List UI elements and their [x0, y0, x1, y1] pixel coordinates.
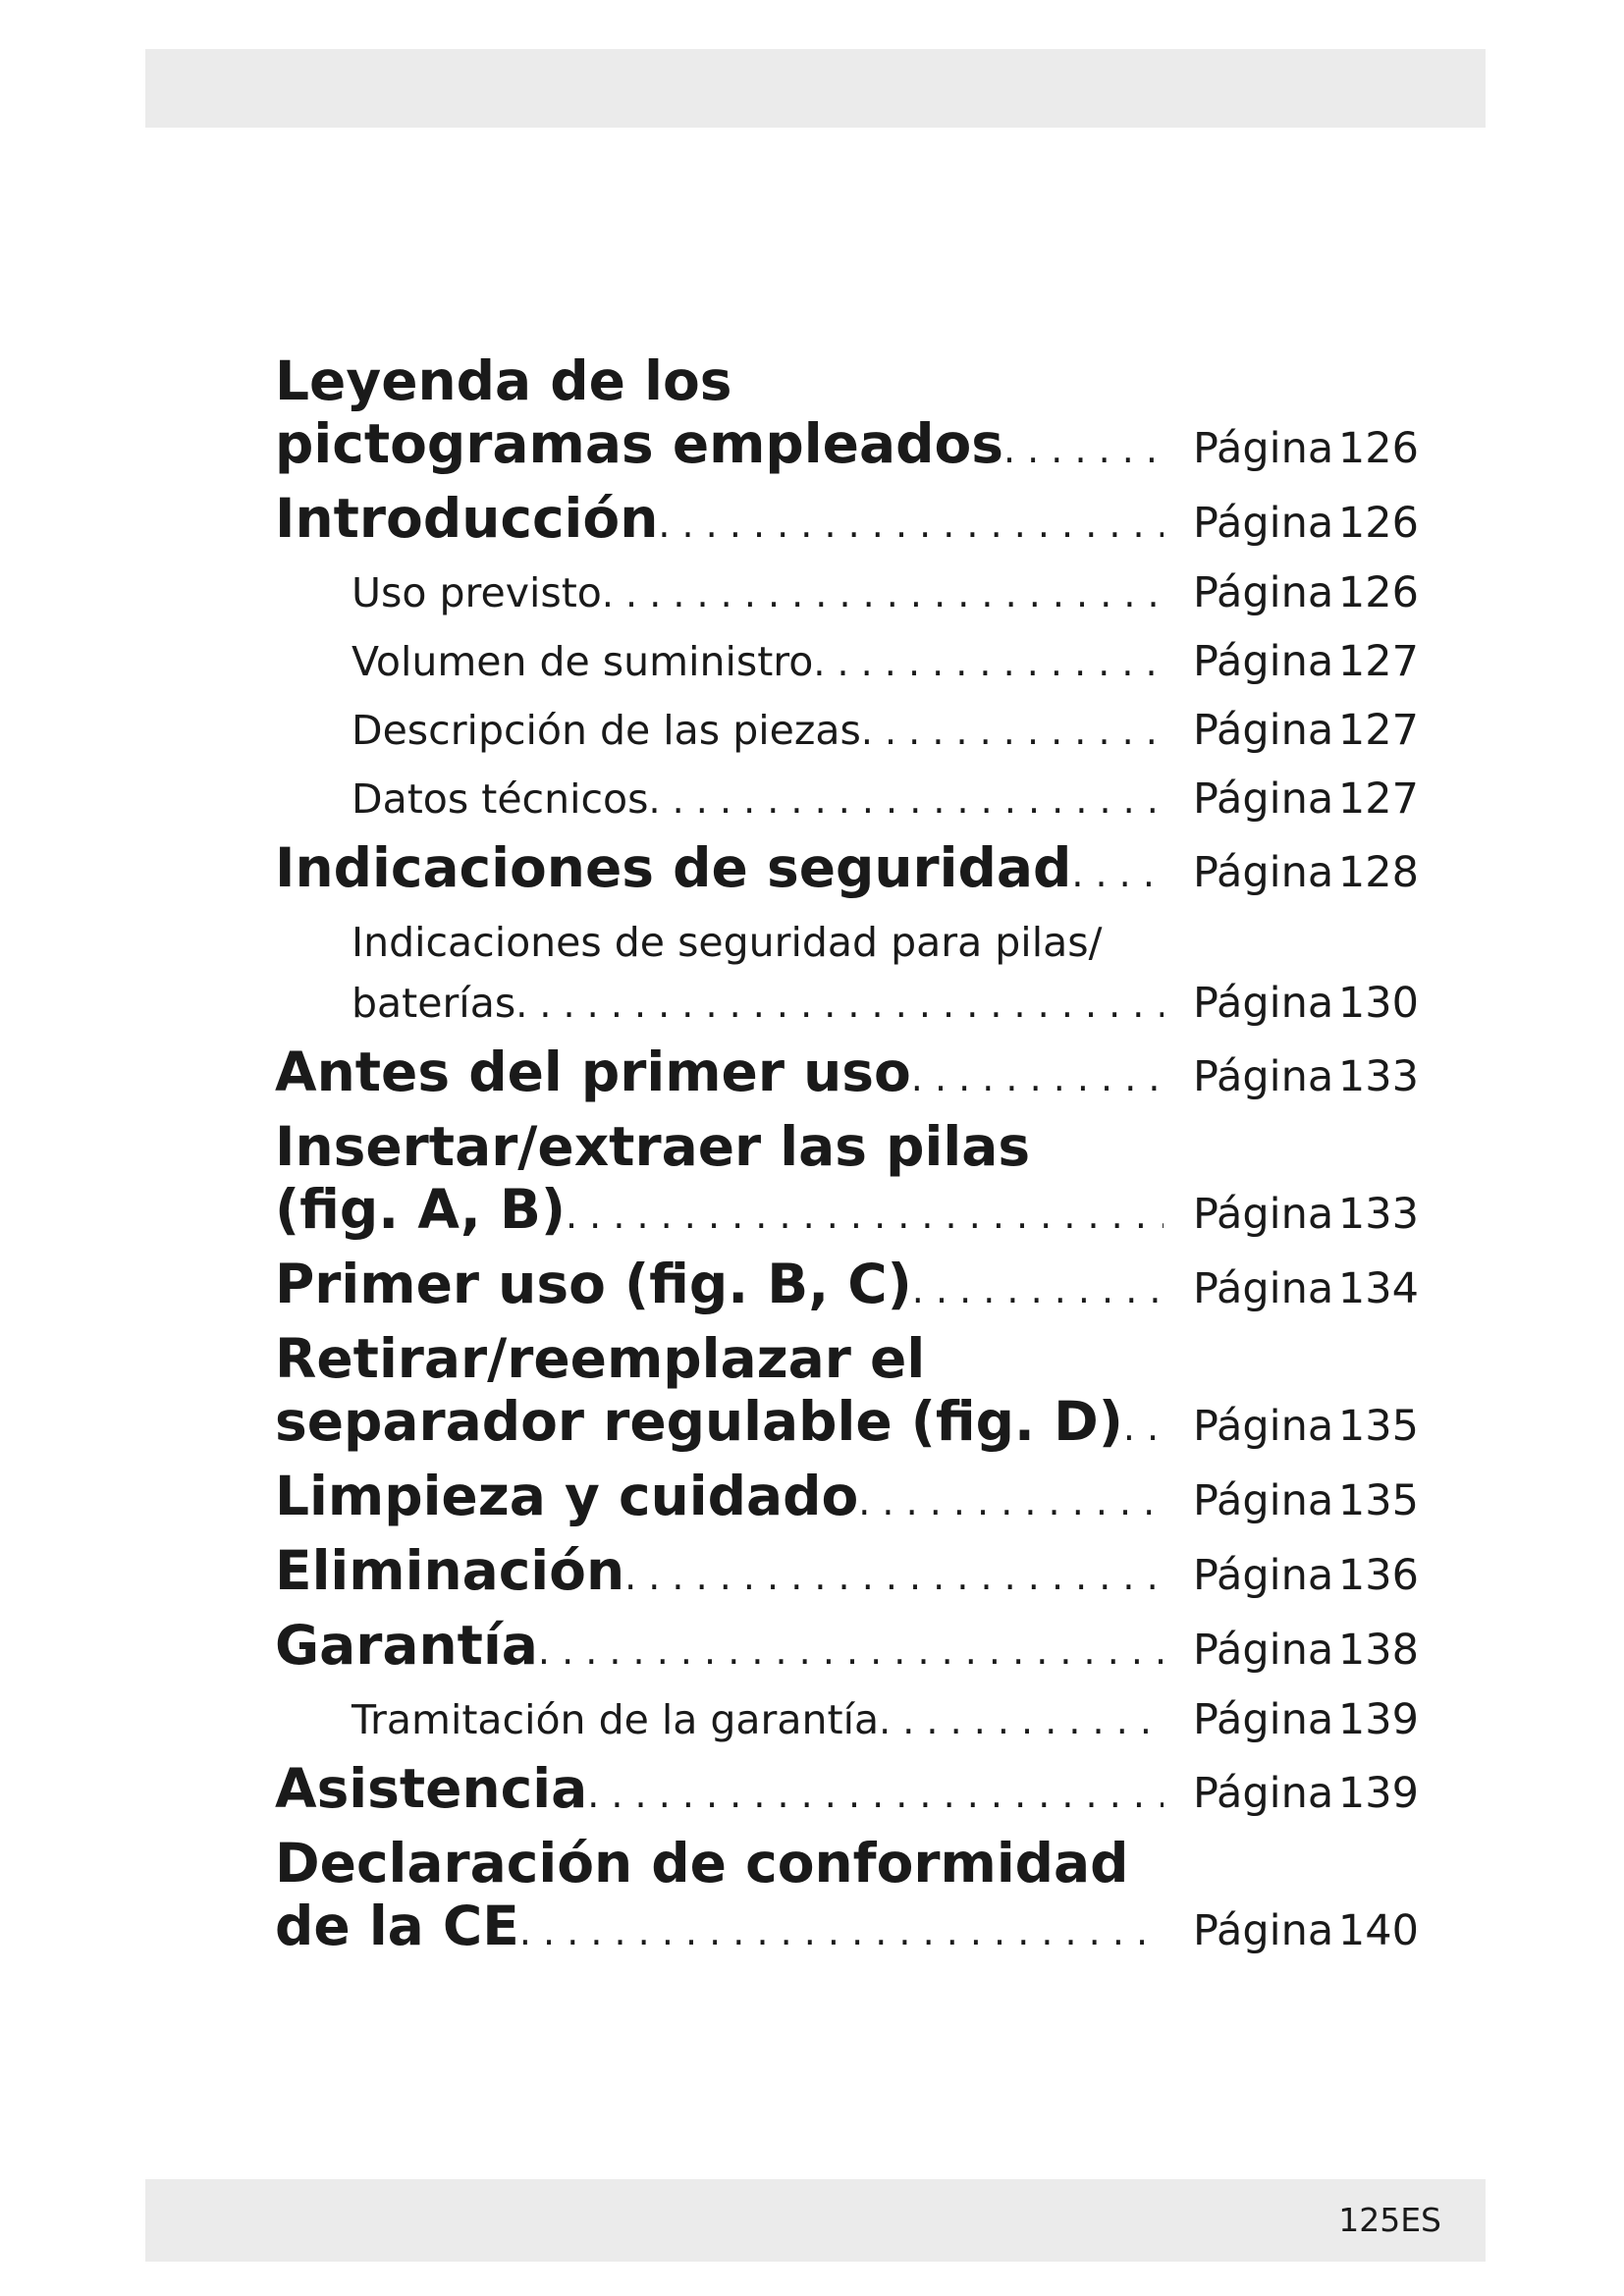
toc-entry-indicaciones-seguridad[interactable] — [275, 836, 1419, 905]
page-label: Página — [1193, 1551, 1334, 1600]
toc-entry-title: separador regulable (fig. D) — [275, 1390, 1123, 1453]
toc-entry-seguridad-pilas[interactable] — [275, 912, 1419, 1035]
dot-leader — [879, 1690, 1164, 1751]
dot-leader — [912, 1258, 1164, 1321]
dot-leader — [861, 701, 1164, 762]
page-number-ref: 133 — [1337, 1052, 1419, 1101]
page-label: Página — [1193, 1626, 1334, 1675]
toc-entry-title: Introducción — [275, 487, 659, 550]
dot-leader — [858, 1470, 1164, 1533]
page-number: 125ES — [1338, 2201, 1441, 2239]
toc-entry-title-line: Insertar/extraer las pilas — [275, 1115, 1031, 1178]
toc-entry-volumen[interactable] — [275, 631, 1419, 693]
page-label: Página — [1193, 1769, 1334, 1818]
page-label: Página — [1193, 1476, 1334, 1525]
toc-entry-title: Asistencia — [275, 1757, 588, 1820]
toc-entry-primer-uso[interactable] — [275, 1253, 1419, 1321]
toc-entry-introduccion[interactable] — [275, 487, 1419, 556]
toc-entry-title: (fig. A, B) — [275, 1178, 567, 1241]
header-bar — [145, 49, 1486, 128]
footer-bar — [145, 2179, 1486, 2262]
page-label: Página — [1193, 1264, 1334, 1313]
toc-entry-antes-primer-uso[interactable] — [275, 1041, 1419, 1109]
dot-leader — [648, 770, 1164, 830]
toc-entry-title: Eliminación — [275, 1539, 625, 1602]
toc-entry-title: Uso previsto — [352, 569, 602, 616]
toc-entry-title: Descripción de las piezas — [352, 707, 861, 754]
dot-leader — [1123, 1396, 1164, 1459]
toc-entry-title: baterías — [352, 980, 516, 1027]
page-number-ref: 138 — [1337, 1626, 1419, 1675]
toc-entry-title: Garantía — [275, 1614, 538, 1677]
toc-entry-insertar-pilas[interactable] — [275, 1115, 1419, 1247]
page-number-ref: 127 — [1337, 637, 1419, 686]
toc-entry-eliminacion[interactable] — [275, 1539, 1419, 1608]
dot-leader — [602, 563, 1164, 624]
toc-entry-title: Antes del primer uso — [275, 1041, 911, 1103]
dot-leader — [624, 1545, 1164, 1608]
page-number-ref: 130 — [1337, 979, 1419, 1028]
page-number-ref: 135 — [1337, 1402, 1419, 1451]
page-label: Página — [1193, 568, 1334, 617]
dot-leader — [1003, 418, 1164, 481]
toc-entry-title: de la CE — [275, 1895, 519, 1957]
page-label: Página — [1193, 774, 1334, 824]
toc-entry-title: Volumen de suministro — [352, 638, 814, 685]
toc-entry-title: pictogramas empleados — [275, 412, 1003, 475]
toc-entry-tramitacion[interactable] — [275, 1689, 1419, 1751]
page-number-ref: 134 — [1337, 1264, 1419, 1313]
toc-entry-limpieza[interactable] — [275, 1465, 1419, 1533]
toc-entry-asistencia[interactable] — [275, 1757, 1419, 1826]
page-number-ref: 127 — [1337, 774, 1419, 824]
toc-entry-datos-tecnicos[interactable] — [275, 769, 1419, 830]
table-of-contents — [275, 344, 1419, 1963]
page-number-ref: 126 — [1337, 424, 1419, 473]
page-number-ref: 135 — [1337, 1476, 1419, 1525]
page-label: Página — [1193, 499, 1334, 548]
page-label: Página — [1193, 1402, 1334, 1451]
toc-entry-descripcion[interactable] — [275, 700, 1419, 762]
page-number-ref: 136 — [1337, 1551, 1419, 1600]
page-label: Página — [1193, 706, 1334, 755]
dot-leader — [1071, 842, 1164, 905]
toc-entry-title-line: Retirar/reemplazar el — [275, 1327, 926, 1390]
dot-leader — [813, 632, 1164, 693]
toc-entry-retirar-separador[interactable] — [275, 1327, 1419, 1459]
dot-leader — [538, 1620, 1164, 1682]
page-number-ref: 127 — [1337, 706, 1419, 755]
dot-leader — [519, 1900, 1164, 1963]
page-number-ref: 133 — [1337, 1190, 1419, 1239]
toc-entry-garantia[interactable] — [275, 1614, 1419, 1682]
page-number-ref: 140 — [1337, 1906, 1419, 1955]
page-label: Página — [1193, 979, 1334, 1028]
page-number-ref: 139 — [1337, 1769, 1419, 1818]
dot-leader — [515, 974, 1164, 1035]
page-label: Página — [1193, 424, 1334, 473]
toc-entry-leyenda[interactable] — [275, 349, 1419, 481]
page-label: Página — [1193, 1052, 1334, 1101]
page-label: Página — [1193, 1906, 1334, 1955]
page-label: Página — [1193, 1695, 1334, 1744]
toc-entry-title: Datos técnicos — [352, 775, 649, 823]
toc-entry-title: Tramitación de la garantía — [352, 1696, 880, 1743]
page-number-ref: 126 — [1337, 499, 1419, 548]
toc-entry-title: Primer uso (fig. B, C) — [275, 1253, 912, 1315]
page-number-ref: 126 — [1337, 568, 1419, 617]
toc-entry-title-line: Indicaciones de seguridad para pilas/ — [352, 919, 1103, 966]
page-number-ref: 139 — [1337, 1695, 1419, 1744]
dot-leader — [566, 1184, 1164, 1247]
toc-entry-uso-previsto[interactable] — [275, 562, 1419, 624]
toc-entry-title-line: Leyenda de los — [275, 349, 732, 412]
page-label: Página — [1193, 1190, 1334, 1239]
toc-entry-title: Indicaciones de seguridad — [275, 836, 1072, 899]
toc-entry-title-line: Declaración de conformidad — [275, 1832, 1129, 1895]
dot-leader — [911, 1046, 1164, 1109]
toc-entry-title: Limpieza y cuidado — [275, 1465, 859, 1527]
page-label: Página — [1193, 848, 1334, 897]
dot-leader — [658, 493, 1164, 556]
page-label: Página — [1193, 637, 1334, 686]
toc-entry-declaracion[interactable] — [275, 1832, 1419, 1963]
dot-leader — [587, 1763, 1164, 1826]
page-number-ref: 128 — [1337, 848, 1419, 897]
